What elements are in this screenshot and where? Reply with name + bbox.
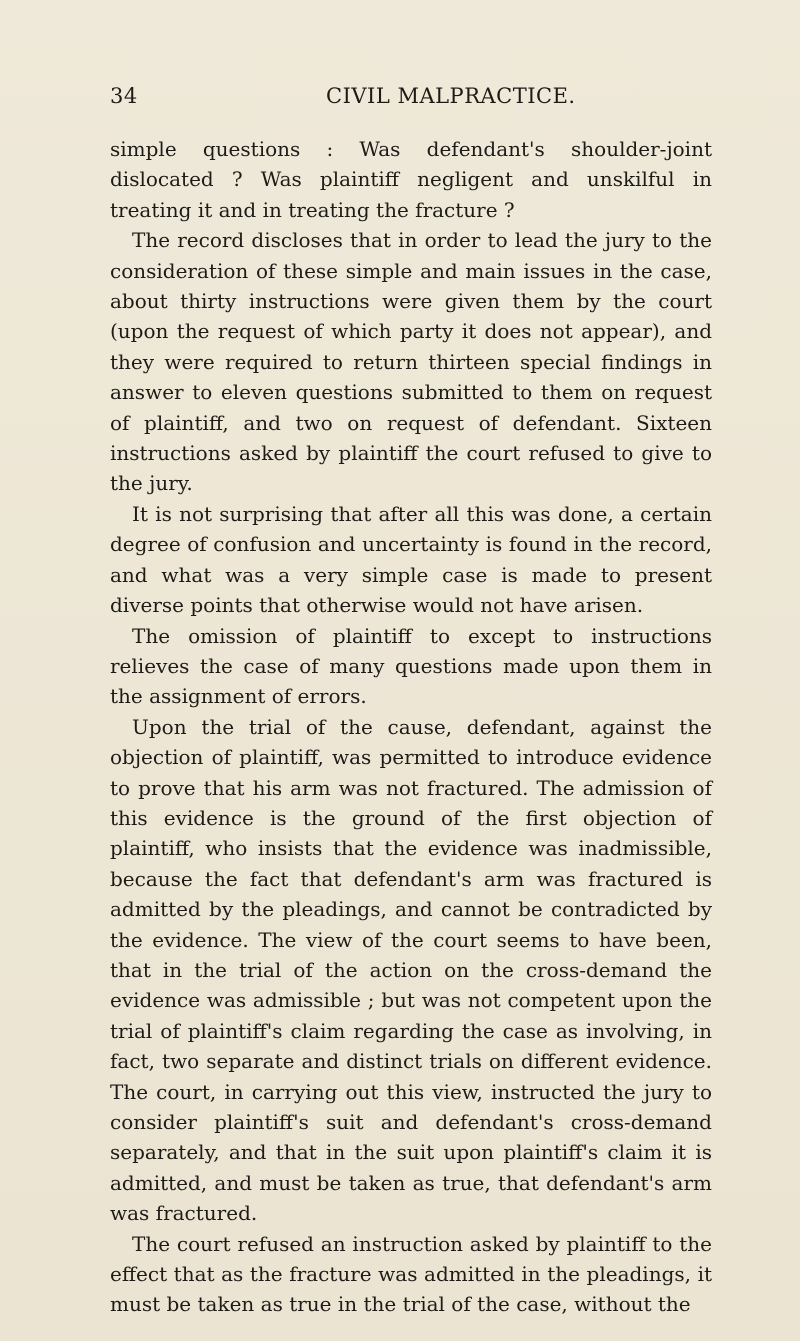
paragraph: It is not surprising that after all this was done, a certain degree of confusion and uncertainty is found in the record, and what was a very simple case is made to present diverse points that otherwise would not have arisen. [110, 501, 712, 618]
running-head [110, 84, 710, 114]
paragraph: The record discloses that in order to lead the jury to the consideration of these simple and main issues in the case, about thirty instructions were given them by the court (upon the request of which party it does not appear), and they were required to return thirteen special findings in answer to eleven questions submitted to them on request of plaintiff, and two on request of defendant. Sixteen instructions asked by plaintiff the court refused to give to the jury. [110, 228, 712, 496]
paragraph-continued: simple questions : Was defendant's shoulder-joint dislocated ? Was plaintiff negligent and unskilful in treating it and in treating the fracture ? [110, 137, 712, 222]
paragraph: The omission of plaintiff to except to instructions relieves the case of many questions made upon them in the assignment of errors. [110, 623, 712, 709]
body-text [110, 134, 712, 1320]
paragraph: Upon the trial of the cause, defendant, against the objection of plaintiff, was permitted to introduce evidence to prove that his arm was not fractured. The admission of this evidence is the ground of the first objection of plaintiff, who insists that the evidence was inadmissible, because the fact that defendant's arm was fractured is admitted by the pleadings, and cannot be contradicted by the evidence. The view of the court seems to have been, that in the trial of the action on the cross-demand the evidence was admissible ; but was not competent upon the trial of plaintiff's claim regarding the case as involving, in fact, two separate and distinct trials on different evidence. The court, in carrying out this view, instructed the jury to consider plaintiff's suit and defendant's cross-demand separately, and that in the suit upon plaintiff's claim it is admitted, and must be taken as true, that defendant's arm was fractured. [110, 714, 712, 1226]
page-number: 34 [110, 84, 138, 108]
paragraph: The court refused an instruction asked by plaintiff to the effect that as the fracture was admitted in the pleadings, it must be taken as true in the trial of the case, without the [110, 1231, 712, 1317]
running-title: CIVIL MALPRACTICE. [326, 84, 576, 108]
